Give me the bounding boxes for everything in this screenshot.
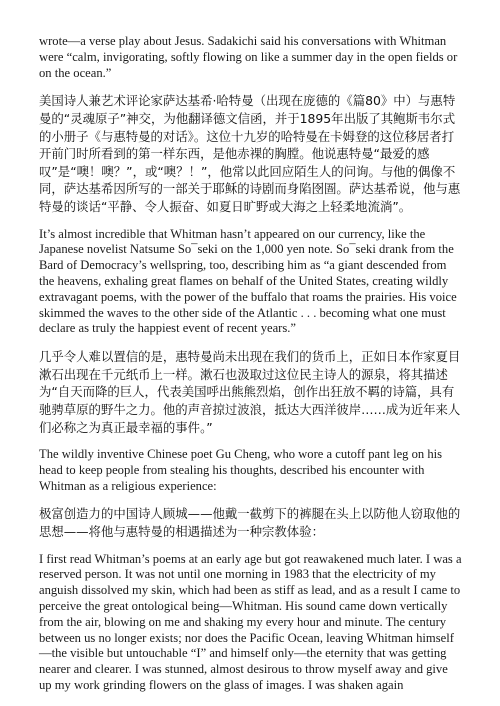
paragraph-en-4: I first read Whitman’s poems at an early age but got reawakened much later. I was a reserved person. It was not until one morning in 1983 that the electricity of my anguish dissolved my skin, which had been as stiff as lead, and as a result I came to perceive the great ontological being—Whitman. His sound came down vertically from the air, blowing on me and shaking my every hour and minute. The century between us no longer exists; nor does the Pacific Ocean, leaving Whitman himself—the visible but untouchable “I” and himself only—the eternity that was getting nearer and clearer. I was stunned, almost desirous to throw myself away and give up my work grinding flowers on the glass of images. I was shaken again — [39, 551, 462, 693]
paragraph-en-2: It’s almost incredible that Whitman hasn’t appeared on our currency, like the Japanese novelist Natsume So¯seki on the 1,000 yen note. So¯seki drank from the Bard of Democracy’s wellspring, too, describing him as “a giant descended from the heavens, exhaling great flames on behalf of the United States, creating wildly extravagant poems, with the power of the buffalo that roams the prairies. His voice skimmed the waves to the other side of the Atlantic . . . becoming what one must declare as truly the happiest event of recent years.” — [39, 226, 457, 336]
paragraph-en-1: wrote—a verse play about Jesus. Sadakichi said his conversations with Whitman were “calm, invigorating, softly flowing on like a summer day in the open fields or on the ocean.” — [39, 34, 458, 80]
paragraph-en-3: The wildly inventive Chinese poet Gu Cheng, who wore a cutoff pant leg on his head to keep people from stealing his thoughts, described his encounter with Whitman as a religious experience: — [39, 447, 443, 493]
paragraph-zh-1: 美国诗人兼艺术评论家萨达基希·哈特曼（出现在庞德的《篇80》中）与惠特曼的“灵魂原子”神交，为他翻译德文信函，并于1895年出版了其鲍斯韦尔式的小册子《与惠特曼的对话》。这位十九岁的哈特曼在卡姆登的这位移居者打开前门时所看到的第一样东西，是他赤裸的胸膛。他说惠特曼“最爱的感叹”是“噢！噢？”，或“噢？！”，他常以此回应陌生人的问询。与他的偶像不同，萨达基希因所写的一部关于耶稣的诗剧而身陷囹圄。萨达基希说，他与惠特曼的谈话“平静、令人振奋、如夏日旷野或大海之上轻柔地流淌”。 — [39, 93, 461, 214]
paragraph-zh-3: 极富创造力的中国诗人顾城——他戴一截剪下的裤腿在头上以防他人窃取他的思想——将他与惠特曼的相遇描述为一种宗教体验： — [39, 506, 461, 540]
document-page — [39, 34, 463, 694]
paragraph-zh-2: 几乎令人难以置信的是，惠特曼尚未出现在我们的货币上，正如日本作家夏目漱石出现在千元纸币上一样。漱石也汲取过这位民主诗人的源泉，将其描述为“自天而降的巨人，代表美国呼出熊熊烈焰，创作出狂放不羁的诗篇，具有驰骋草原的野牛之力。他的声音掠过波浪，抵达大西洋彼岸……成为近年来人们必称之为真正最幸福的事件。” — [39, 349, 461, 435]
